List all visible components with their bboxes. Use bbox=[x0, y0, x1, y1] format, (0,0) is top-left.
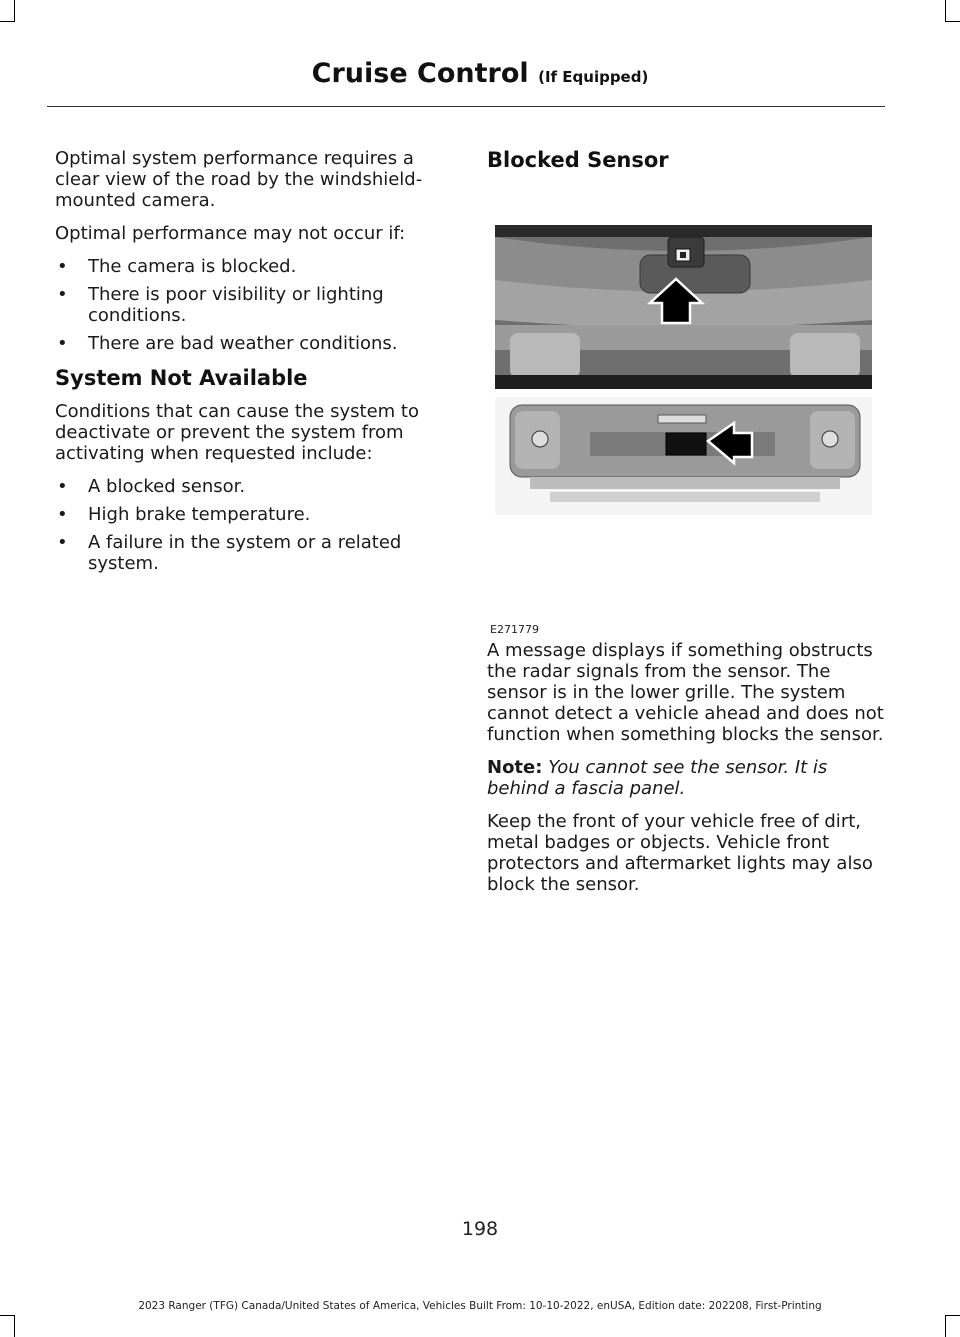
right-column bbox=[487, 148, 887, 907]
left-column bbox=[55, 148, 440, 586]
crop-mark-top-left bbox=[14, 0, 15, 22]
note-text: You cannot see the sensor. It is behind a fascia panel. bbox=[487, 757, 828, 799]
bullet-list bbox=[55, 256, 440, 354]
note-label: Note: bbox=[487, 757, 543, 778]
list-item-text: There is poor visibility or lighting conditions. bbox=[88, 284, 384, 326]
header-rule bbox=[47, 106, 885, 107]
list-item: • There is poor visibility or lighting conditions. bbox=[57, 284, 384, 326]
figure-id: E271779 bbox=[490, 623, 539, 636]
page-number: 198 bbox=[461, 1218, 499, 1240]
list-item: • High brake temperature. bbox=[57, 504, 311, 525]
paragraph: Conditions that can cause the system to deactivate or prevent the system from activating when requested include: bbox=[55, 401, 419, 464]
crop-mark-top-right bbox=[945, 21, 960, 22]
list-item: • There are bad weather conditions. bbox=[57, 333, 398, 354]
list-item: • The camera is blocked. bbox=[57, 256, 297, 277]
list-item-text: The camera is blocked. bbox=[88, 256, 297, 277]
sensor-location-figure bbox=[487, 183, 873, 638]
crop-mark-bottom-left bbox=[0, 1315, 15, 1316]
paragraph: Optimal performance may not occur if: bbox=[55, 223, 406, 244]
paragraph: Optimal system performance requires a clear view of the road by the windshield-mounted camera. bbox=[55, 148, 423, 211]
list-item-text: High brake temperature. bbox=[88, 504, 311, 525]
section-heading: System Not Available bbox=[55, 366, 308, 390]
crop-mark-top-left bbox=[0, 21, 15, 22]
paragraph: Keep the front of your vehicle free of dirt, metal badges or objects. Vehicle front protectors and aftermarket lights may also block the sensor. bbox=[487, 811, 873, 895]
list-item-text: There are bad weather conditions. bbox=[88, 333, 398, 354]
note bbox=[487, 757, 887, 799]
crop-mark-bottom-right bbox=[945, 1315, 946, 1337]
chapter-title: Cruise Control bbox=[311, 58, 529, 89]
crop-mark-bottom-right bbox=[945, 1315, 960, 1316]
list-item: • A failure in the system or a related system. bbox=[57, 532, 402, 574]
list-item-text: A blocked sensor. bbox=[88, 476, 246, 497]
section-heading: Blocked Sensor bbox=[487, 148, 669, 172]
illustration bbox=[490, 225, 873, 565]
paragraph: A message displays if something obstructs the radar signals from the sensor. The sensor is in the lower grille. The system cannot detect a vehicle ahead and does not function when something blocks the sensor. bbox=[487, 640, 884, 745]
crop-mark-bottom-left bbox=[14, 1315, 15, 1337]
crop-mark-top-right bbox=[945, 0, 946, 22]
page-title bbox=[0, 58, 960, 89]
bullet-list bbox=[55, 476, 440, 574]
front-grille-view bbox=[495, 397, 872, 515]
windshield-camera-view bbox=[495, 225, 872, 389]
footer: 2023 Ranger (TFG) Canada/United States of America, Vehicles Built From: 10-10-2022, enUSA, Edition date: 202208, First-Printing bbox=[138, 1300, 822, 1312]
list-item: • A blocked sensor. bbox=[57, 476, 246, 497]
list-item-text: A failure in the system or a related system. bbox=[88, 532, 402, 574]
chapter-subtitle: (If Equipped) bbox=[538, 68, 649, 86]
